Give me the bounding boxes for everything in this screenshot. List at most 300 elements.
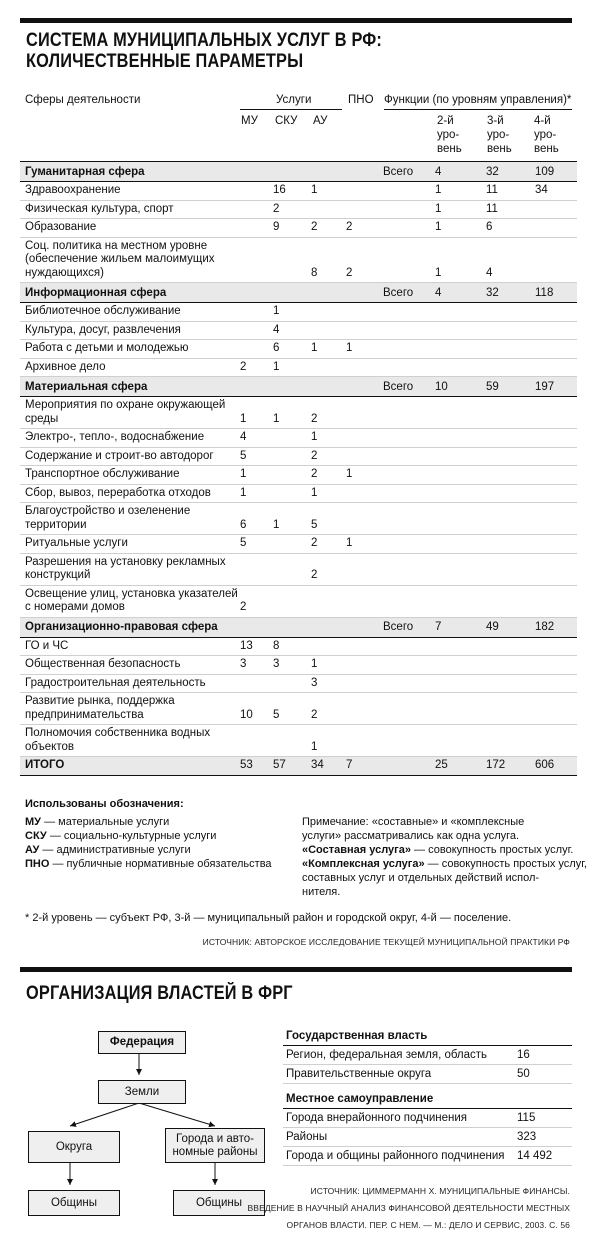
cell-l2 [435,303,486,322]
cell-l2: 4 [435,162,486,182]
cell-au: 2 [311,553,346,585]
box-federation: Федерация [98,1031,186,1054]
cell-mu: 3 [240,656,273,675]
cell-all [383,447,435,466]
cell-l3 [486,693,535,725]
local-gov-heading: Местное самоуправление [283,1084,572,1109]
legend-item: МУ — материальные услуги [25,816,170,828]
box-lands: Земли [98,1080,186,1104]
table-row [20,429,577,448]
cell-l4: 109 [535,162,577,182]
cell-mu: 1 [240,397,273,429]
section-row [20,377,577,397]
cell-pno [346,553,383,585]
cell-l3: 49 [486,617,535,637]
legend-list [25,815,272,871]
row-label: Библиотечное обслуживание [20,303,240,322]
frg-row-label: Города и общины районного подчинения [283,1147,514,1166]
cell-l2: 25 [435,757,486,776]
row-label: Электро-, тепло-, водоснабжение [20,429,240,448]
cell-all [383,585,435,617]
row-label: Разрешения на установку рекламных конструкций [20,553,240,585]
cell-pno [346,503,383,535]
cell-mu: 10 [240,693,273,725]
cell-l3: 4 [486,237,535,283]
top-rule [20,18,572,23]
cell-l3: 59 [486,377,535,397]
row-label: Физическая культура, спорт [20,200,240,219]
cell-all [383,397,435,429]
cell-mu [240,617,273,637]
cell-l3 [486,397,535,429]
cell-sku [273,162,311,182]
cell-mu [240,303,273,322]
legend-note: Примечание: «составные» и «комплексные услуги» рассматривались как одна услуга. «Составная услуга» — совокупность простых услуг. «Комплексная услуга» — совокупность простых услуг, составных услуг и отдельных действий испол- нителя. [302,816,587,898]
row-label: Полномочия собственника водных объектов [20,725,240,757]
cell-pno [346,656,383,675]
cell-l4 [535,429,577,448]
total-row [20,757,577,776]
cell-l3: 11 [486,200,535,219]
col-header-level3: 3-й уро- вень [487,115,512,155]
cell-pno: 1 [346,535,383,554]
frg-row-value: 323 [514,1128,572,1147]
section-row [20,283,577,303]
table-row [20,637,577,656]
cell-l3 [486,466,535,485]
cell-mu [240,321,273,340]
cell-l4 [535,484,577,503]
cell-all [383,637,435,656]
cell-mu [240,182,273,201]
cell-mu [240,219,273,238]
row-label: Мероприятия по охране окружающей среды [20,397,240,429]
cell-l4: 34 [535,182,577,201]
cell-l2: 4 [435,283,486,303]
cell-all [383,757,435,776]
table-row [20,219,577,238]
table-row [20,303,577,322]
cell-l2: 10 [435,377,486,397]
services-underline [240,109,342,110]
cell-au [311,358,346,377]
cell-mu: 1 [240,484,273,503]
cell-au [311,585,346,617]
cell-au: 2 [311,693,346,725]
cell-sku [273,484,311,503]
cell-mu: 6 [240,503,273,535]
cell-au: 34 [311,757,346,776]
cell-l2 [435,503,486,535]
cell-l2 [435,656,486,675]
cell-au: 2 [311,447,346,466]
cell-l2 [435,535,486,554]
cell-sku: 1 [273,503,311,535]
row-label: Ритуальные услуги [20,535,240,554]
cell-l2 [435,674,486,693]
cell-l3 [486,429,535,448]
table-row [20,340,577,359]
cell-l3 [486,725,535,757]
source-note-1: ИСТОЧНИК: АВТОРСКОЕ ИССЛЕДОВАНИЕ ТЕКУЩЕЙ МУНИЦИПАЛЬНОЙ ПРАКТИКИ РФ [202,937,570,947]
row-label: Развитие рынка, поддержка предпринимательства [20,693,240,725]
cell-mu [240,553,273,585]
cell-pno: 2 [346,237,383,283]
cell-all [383,200,435,219]
cell-l4 [535,340,577,359]
cell-l2: 1 [435,219,486,238]
cell-all [383,429,435,448]
row-label: Гуманитарная сфера [20,162,240,182]
table-row [20,553,577,585]
cell-pno [346,484,383,503]
table-row [20,656,577,675]
cell-all [383,340,435,359]
cell-l3: 172 [486,757,535,776]
table-row [20,725,577,757]
frg-row-label: Города внерайонного подчинения [283,1109,514,1128]
cell-l4 [535,219,577,238]
section-row [20,162,577,182]
col-header-mu: МУ [241,115,258,127]
legend-heading: Использованы обозначения: [25,798,184,810]
cell-mu [240,237,273,283]
row-label: Здравоохранение [20,182,240,201]
cell-l3 [486,358,535,377]
cell-l4: 182 [535,617,577,637]
cell-au: 3 [311,674,346,693]
cell-l3 [486,553,535,585]
cell-au: 1 [311,725,346,757]
cell-l3 [486,340,535,359]
cell-pno [346,725,383,757]
cell-all [383,303,435,322]
table-row [20,674,577,693]
table-row [20,321,577,340]
cell-au: 2 [311,535,346,554]
services-table [20,161,577,776]
cell-l4 [535,637,577,656]
cell-pno: 2 [346,219,383,238]
cell-l3: 6 [486,219,535,238]
cell-l3 [486,637,535,656]
cell-all [383,237,435,283]
cell-all [383,725,435,757]
cell-mu: 5 [240,535,273,554]
arrow-lands-cities [139,1103,215,1126]
cell-au: 1 [311,182,346,201]
state-power-heading: Государственная власть [283,1025,572,1046]
cell-sku [273,466,311,485]
cell-au [311,303,346,322]
cell-l4 [535,503,577,535]
cell-all [383,182,435,201]
cell-all [383,693,435,725]
cell-sku: 8 [273,637,311,656]
row-label: Сбор, вывоз, переработка отходов [20,484,240,503]
cell-l4 [535,553,577,585]
cell-pno [346,377,383,397]
cell-l2: 7 [435,617,486,637]
cell-all [383,656,435,675]
cell-l3 [486,303,535,322]
row-label: ГО и ЧС [20,637,240,656]
frg-title: ОРГАНИЗАЦИЯ ВЛАСТЕЙ В ФРГ [26,983,293,1004]
cell-l4 [535,303,577,322]
cell-sku [273,377,311,397]
cell-mu: 2 [240,358,273,377]
row-label: Общественная безопасность [20,656,240,675]
legend-item: СКУ — социально-культурные услуги [25,830,217,842]
frg-row-value: 16 [514,1046,572,1065]
table-row [20,237,577,283]
cell-mu: 53 [240,757,273,776]
table-row [20,200,577,219]
cell-au [311,637,346,656]
col-header-au: АУ [313,115,328,127]
frg-row-label: Регион, федеральная земля, область [283,1046,514,1065]
cell-l4 [535,237,577,283]
cell-l4: 606 [535,757,577,776]
table-row [20,397,577,429]
cell-sku [273,535,311,554]
cell-au: 1 [311,484,346,503]
cell-l2 [435,340,486,359]
cell-mu [240,377,273,397]
cell-mu: 13 [240,637,273,656]
cell-sku: 6 [273,340,311,359]
cell-l3 [486,321,535,340]
frg-row-label: Правительственные округа [283,1065,514,1084]
row-label: Культура, досуг, развлечения [20,321,240,340]
cell-sku: 2 [273,200,311,219]
cell-au [311,162,346,182]
cell-sku [273,617,311,637]
cell-l3: 32 [486,162,535,182]
frg-table [283,1025,572,1166]
cell-mu [240,674,273,693]
cell-pno [346,321,383,340]
cell-l3 [486,447,535,466]
col-header-spheres: Сферы деятельности [25,94,141,106]
cell-sku: 16 [273,182,311,201]
cell-l3 [486,503,535,535]
cell-l4 [535,585,577,617]
row-label: Работа с детьми и молодежью [20,340,240,359]
cell-mu: 5 [240,447,273,466]
legend-item: ПНО — публичные нормативные обязательства [25,858,272,870]
cell-all: Всего [383,617,435,637]
cell-sku: 1 [273,303,311,322]
cell-sku [273,553,311,585]
box-communities-right: Общины [173,1190,265,1216]
cell-all [383,674,435,693]
cell-sku [273,725,311,757]
cell-mu: 4 [240,429,273,448]
title-line-2: КОЛИЧЕСТВЕННЫЕ ПАРАМЕТРЫ [26,51,304,72]
cell-pno [346,693,383,725]
table-row [20,466,577,485]
cell-all: Всего [383,162,435,182]
col-header-level2: 2-й уро- вень [437,115,462,155]
cell-l4 [535,725,577,757]
cell-l4: 197 [535,377,577,397]
frg-row-value: 14 492 [514,1147,572,1166]
cell-l2 [435,553,486,585]
row-label: Архивное дело [20,358,240,377]
cell-au: 2 [311,397,346,429]
row-label: Организационно-правовая сфера [20,617,240,637]
cell-au [311,377,346,397]
row-label: Образование [20,219,240,238]
frg-diagram [20,1020,282,1230]
cell-sku [273,674,311,693]
cell-pno [346,162,383,182]
cell-l2: 1 [435,237,486,283]
cell-l2 [435,484,486,503]
cell-l2: 1 [435,182,486,201]
row-label: ИТОГО [20,757,240,776]
cell-au: 1 [311,340,346,359]
col-header-functions: Функции (по уровням управления)* [384,94,572,106]
table-row [20,182,577,201]
table-row [20,358,577,377]
col-header-pno: ПНО [348,94,374,106]
cell-all [383,535,435,554]
frg-row-value: 115 [514,1109,572,1128]
cell-l3: 32 [486,283,535,303]
cell-au: 8 [311,237,346,283]
cell-sku [273,237,311,283]
cell-all [383,503,435,535]
col-header-services: Услуги [276,94,312,106]
box-communities-left: Общины [28,1190,120,1216]
cell-l3 [486,674,535,693]
cell-pno: 7 [346,757,383,776]
row-label: Соц. политика на местном уровне (обеспечение жильем малоимущих нуждающихся) [20,237,240,283]
cell-pno [346,674,383,693]
functions-underline [384,109,572,110]
cell-mu [240,200,273,219]
cell-mu [240,162,273,182]
cell-pno [346,429,383,448]
legend-item: АУ — административные услуги [25,844,191,856]
row-label: Содержание и строит-во автодорог [20,447,240,466]
cell-pno: 1 [346,340,383,359]
cell-au: 2 [311,466,346,485]
table-row [20,503,577,535]
source-note-2: ИСТОЧНИК: ЦИММЕРМАНН Х. МУНИЦИПАЛЬНЫЕ ФИНАНСЫ. ВВЕДЕНИЕ В НАУЧНЫЙ АНАЛИЗ ФИНАНСОВОЙ ДЕЯТЕЛЬНОСТИ МЕСТНЫХ ОРГАНОВ ВЛАСТИ. ПЕР. С НЕМ. — М.: ДЕЛО И СЕРВИС, 2003. С. 56 [247,1186,570,1230]
cell-l2 [435,397,486,429]
cell-l2 [435,429,486,448]
section-row [20,617,577,637]
cell-mu [240,283,273,303]
title-line-1: СИСТЕМА МУНИЦИПАЛЬНЫХ УСЛУГ В РФ: [26,30,383,51]
cell-l4 [535,358,577,377]
cell-l4 [535,447,577,466]
cell-l3: 11 [486,182,535,201]
cell-sku [273,429,311,448]
cell-pno [346,200,383,219]
cell-l4 [535,200,577,219]
cell-sku: 9 [273,219,311,238]
table-row [20,535,577,554]
frg-row-label: Районы [283,1128,514,1147]
row-label: Освещение улиц, установка указателей с номерами домов [20,585,240,617]
table-row [20,585,577,617]
row-label: Транспортное обслуживание [20,466,240,485]
cell-mu: 2 [240,585,273,617]
col-header-level4: 4-й уро- вень [534,115,559,155]
cell-sku: 3 [273,656,311,675]
cell-l4 [535,693,577,725]
cell-pno [346,637,383,656]
cell-l4 [535,466,577,485]
cell-l4 [535,321,577,340]
table-row [20,484,577,503]
cell-sku: 1 [273,358,311,377]
box-cities: Города и авто- номные районы [165,1128,265,1163]
cell-mu: 1 [240,466,273,485]
cell-l4 [535,656,577,675]
box-districts: Округа [28,1131,120,1163]
row-label: Благоустройство и озеленение территории [20,503,240,535]
cell-au: 5 [311,503,346,535]
cell-all [383,466,435,485]
cell-l2 [435,466,486,485]
cell-mu [240,340,273,359]
cell-au [311,321,346,340]
row-label: Материальная сфера [20,377,240,397]
cell-au: 1 [311,429,346,448]
cell-pno [346,447,383,466]
cell-pno [346,303,383,322]
cell-sku [273,283,311,303]
cell-sku: 5 [273,693,311,725]
cell-pno [346,397,383,429]
table-row [20,693,577,725]
cell-sku: 4 [273,321,311,340]
cell-sku: 57 [273,757,311,776]
cell-l2 [435,637,486,656]
cell-sku [273,585,311,617]
cell-au: 1 [311,656,346,675]
cell-l2: 1 [435,200,486,219]
cell-all [383,484,435,503]
cell-l3 [486,585,535,617]
cell-all [383,553,435,585]
cell-l4 [535,397,577,429]
cell-sku [273,447,311,466]
arrow-lands-districts [70,1103,139,1126]
cell-all [383,321,435,340]
cell-l4 [535,674,577,693]
cell-pno [346,358,383,377]
cell-mu [240,725,273,757]
row-label: Градостроительная деятельность [20,674,240,693]
footnote: * 2-й уровень — субъект РФ, 3-й — муниципальный район и городской округ, 4-й — поселение. [25,912,512,924]
cell-l3 [486,535,535,554]
cell-pno: 1 [346,466,383,485]
cell-au: 2 [311,219,346,238]
cell-all [383,219,435,238]
cell-pno [346,617,383,637]
cell-l2 [435,321,486,340]
col-header-sku: СКУ [275,115,298,127]
cell-all: Всего [383,283,435,303]
cell-l3 [486,656,535,675]
cell-sku: 1 [273,397,311,429]
